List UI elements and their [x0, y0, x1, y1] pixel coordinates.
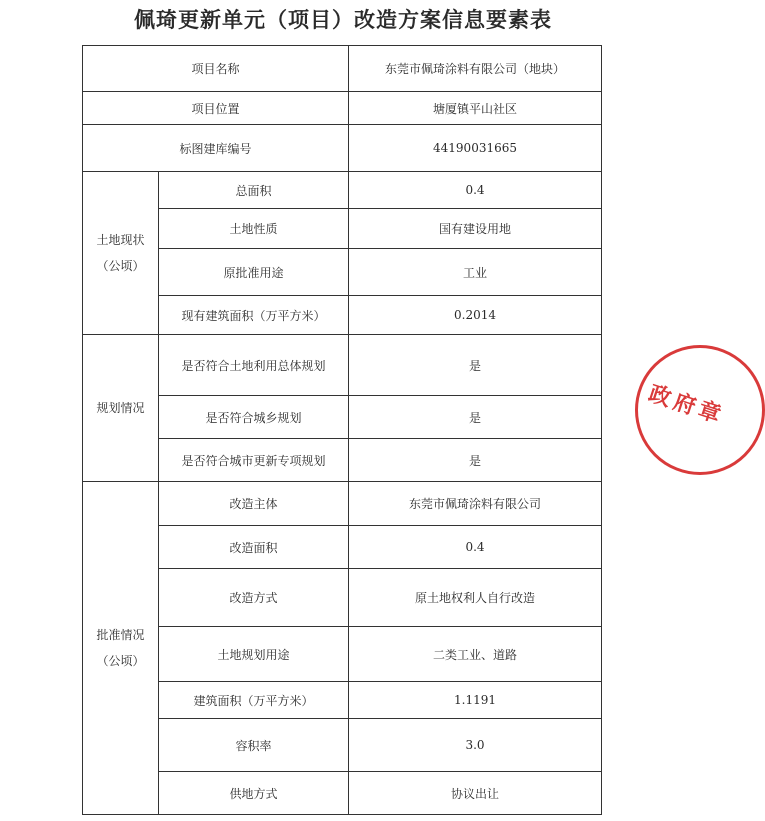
row-value: 东莞市佩琦涂料有限公司（地块） — [349, 46, 602, 92]
row-label: 总面积 — [159, 172, 349, 209]
row-value: 是 — [349, 439, 602, 482]
table-row — [83, 526, 602, 569]
document-title: 佩琦更新单元（项目）改造方案信息要素表 — [134, 7, 552, 32]
row-value: 44190031665 — [349, 125, 602, 172]
row-label: 原批准用途 — [159, 249, 349, 296]
table-row — [83, 627, 602, 682]
table-row — [83, 772, 602, 815]
table-row — [83, 46, 602, 92]
group-approval — [83, 482, 159, 815]
group-name: 批准情况 — [96, 628, 145, 642]
official-seal — [635, 345, 765, 475]
table-row — [83, 249, 602, 296]
group-unit: （公顷） — [96, 654, 145, 668]
row-value: 塘厦镇平山社区 — [349, 92, 602, 125]
table-row — [83, 125, 602, 172]
row-label: 项目名称 — [83, 46, 349, 92]
row-value: 1.1191 — [349, 682, 602, 719]
row-label: 供地方式 — [159, 772, 349, 815]
table-row — [83, 569, 602, 627]
row-value: 国有建设用地 — [349, 209, 602, 249]
row-label: 现有建筑面积（万平方米） — [159, 296, 349, 335]
row-value: 0.4 — [349, 172, 602, 209]
row-value: 协议出让 — [349, 772, 602, 815]
seal-text: 政府章 — [645, 380, 728, 430]
row-value: 是 — [349, 396, 602, 439]
table-row — [83, 172, 602, 209]
row-label: 项目位置 — [83, 92, 349, 125]
row-value: 原土地权利人自行改造 — [349, 569, 602, 627]
row-label: 是否符合城乡规划 — [159, 396, 349, 439]
row-label: 建筑面积（万平方米） — [159, 682, 349, 719]
table-row — [83, 482, 602, 526]
row-value: 0.2014 — [349, 296, 602, 335]
group-unit: （公顷） — [96, 259, 145, 273]
row-label: 是否符合城市更新专项规划 — [159, 439, 349, 482]
row-label: 土地规划用途 — [159, 627, 349, 682]
table-row — [83, 439, 602, 482]
table-row — [83, 682, 602, 719]
table-row — [83, 296, 602, 335]
row-label: 标图建库编号 — [83, 125, 349, 172]
row-value: 二类工业、道路 — [349, 627, 602, 682]
row-label: 改造方式 — [159, 569, 349, 627]
row-label: 容积率 — [159, 719, 349, 772]
row-label: 土地性质 — [159, 209, 349, 249]
table-row — [83, 209, 602, 249]
table-row — [83, 396, 602, 439]
group-planning — [83, 335, 159, 482]
group-name: 土地现状 — [96, 233, 145, 247]
row-value: 3.0 — [349, 719, 602, 772]
row-label: 是否符合土地利用总体规划 — [159, 335, 349, 396]
group-land-status — [83, 172, 159, 335]
table-row — [83, 719, 602, 772]
row-label: 改造主体 — [159, 482, 349, 526]
table-row — [83, 92, 602, 125]
row-label: 改造面积 — [159, 526, 349, 569]
info-table — [82, 45, 602, 815]
table-row — [83, 335, 602, 396]
group-name: 规划情况 — [96, 401, 145, 415]
row-value: 工业 — [349, 249, 602, 296]
row-value: 0.4 — [349, 526, 602, 569]
row-value: 东莞市佩琦涂料有限公司 — [349, 482, 602, 526]
row-value: 是 — [349, 335, 602, 396]
